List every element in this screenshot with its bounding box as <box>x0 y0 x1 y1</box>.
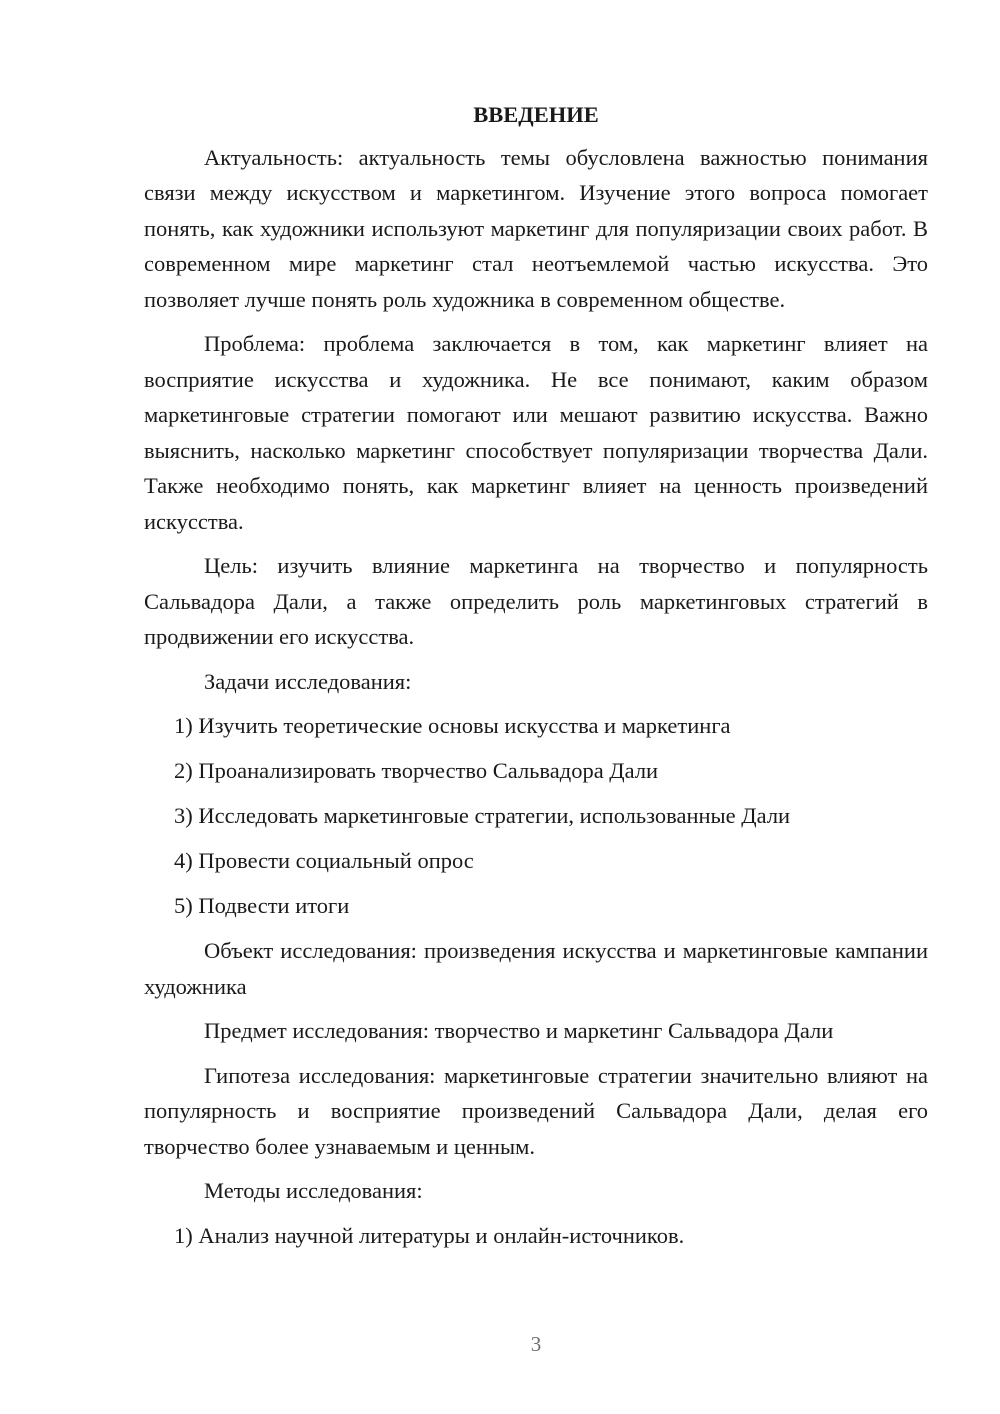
methods-list <box>144 1218 928 1254</box>
section-heading: ВВЕДЕНИЕ <box>473 102 599 127</box>
hypothesis-paragraph: Гипотеза исследования: маркетинговые стратегии значительно влияют на популярность и восприятие произведений Сальвадора Дали, делая его творчество более узнаваемым и ценным. <box>144 1062 928 1159</box>
subject-paragraph: Предмет исследования: творчество и маркетинг Сальвадора Дали <box>204 1018 834 1043</box>
page-number: 3 <box>530 1332 542 1356</box>
list-item: 3) Исследовать маркетинговые стратегии, использованные Дали <box>174 803 791 828</box>
list-item: 1) Изучить теоретические основы искусства и маркетинга <box>174 713 731 738</box>
methods-title: Методы исследования: <box>204 1178 423 1203</box>
list-item: 4) Провести социальный опрос <box>174 848 474 873</box>
tasks-list <box>144 708 928 924</box>
object-paragraph: Объект исследования: произведения искусства и маркетинговые кампании художника <box>144 938 928 999</box>
list-item: 5) Подвести итоги <box>174 893 350 918</box>
goal-paragraph: Цель: изучить влияние маркетинга на творчество и популярность Сальвадора Дали, а также определить роль маркетинговых стратегий в продвижении его искусства. <box>144 553 928 649</box>
relevance-paragraph: Актуальность: актуальность темы обусловлена важностью понимания связи между искусством и маркетингом. Изучение этого вопроса помогает понять, как художники используют маркетинг для популяризации своих работ. В современном мире маркетинг стал неотъемлемой частью искусства. Это позволяет лучше понять роль художника в современном обществе. <box>144 144 928 312</box>
tasks-title: Задачи исследования: <box>204 668 412 694</box>
page-content <box>144 97 928 1263</box>
problem-paragraph: Проблема: проблема заключается в том, как маркетинг влияет на восприятие искусства и художника. Не все понимают, каким образом маркетинговые стратегии помогают или мешают развитию искусства. Важно выяснить, насколько маркетинг способствует популяризации творчества Дали. Также необходимо понять, как маркетинг влияет на ценность произведений искусства. <box>144 331 928 534</box>
list-item: 1) Анализ научной литературы и онлайн-источников. <box>174 1222 685 1248</box>
list-item: 2) Проанализировать творчество Сальвадора Дали <box>174 758 659 783</box>
